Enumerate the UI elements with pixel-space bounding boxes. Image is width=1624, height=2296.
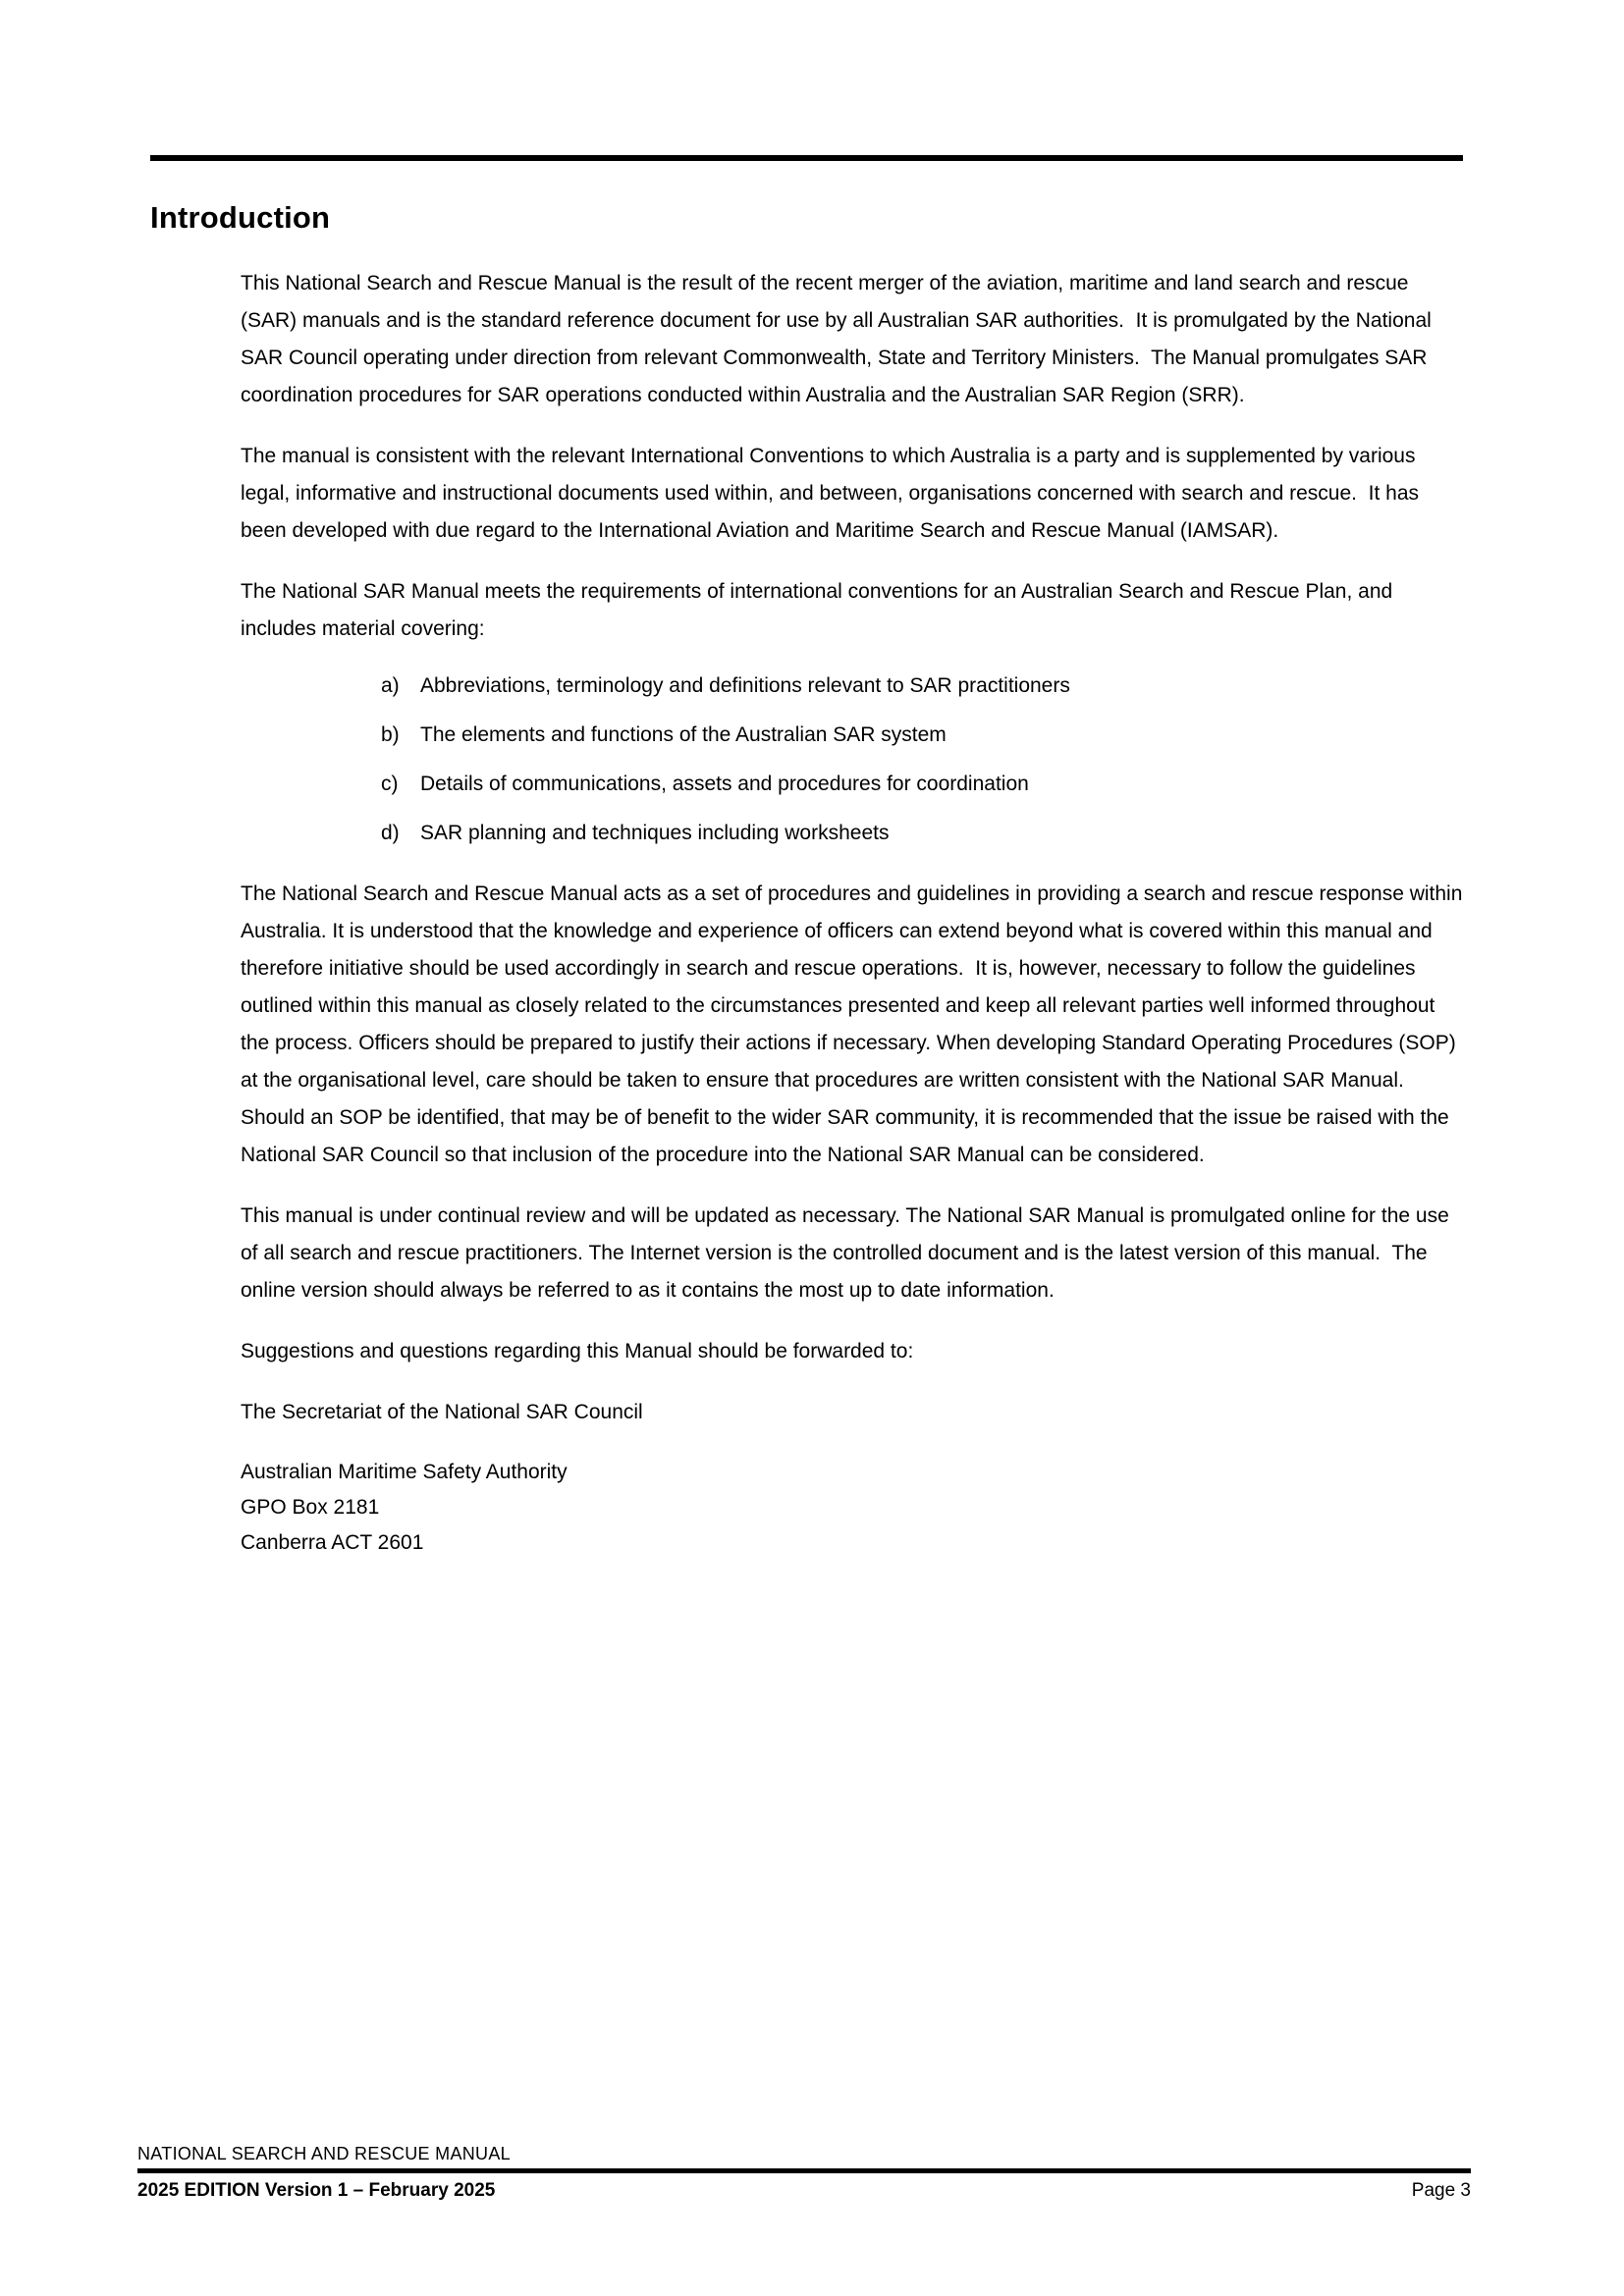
list-item-text: Details of communications, assets and procedures for coordination xyxy=(420,773,1029,795)
list-marker: b) xyxy=(381,723,400,746)
body-text xyxy=(241,265,1468,1561)
paragraph-requirements: The National SAR Manual meets the requirements of international conventions for an Australian Search and Rescue Plan, and includes material covering: xyxy=(241,580,1399,640)
footer-page-number: Page 3 xyxy=(1411,2180,1471,2201)
list-marker: d) xyxy=(381,822,400,844)
list-marker: c) xyxy=(381,773,399,795)
paragraph-secretariat: The Secretariat of the National SAR Council xyxy=(241,1401,643,1423)
footer-row xyxy=(137,2180,1471,2202)
covered-material-list xyxy=(241,667,1464,852)
postal-address xyxy=(241,1455,1464,1561)
paragraph-suggestions: Suggestions and questions regarding this Manual should be forwarded to: xyxy=(241,1340,914,1362)
list-item xyxy=(241,717,1464,754)
footer-manual-title: NATIONAL SEARCH AND RESCUE MANUAL xyxy=(137,2144,511,2163)
paragraph-conventions: The manual is consistent with the relevant International Conventions to which Australia is a party and is supplemented by various legal, informative and instructional documents used within, and between, organisations concerned with search and rescue. It has been developed with due regard to the International Aviation and Maritime Search and Rescue Manual (IAMSAR). xyxy=(241,445,1425,542)
page-footer xyxy=(137,2144,1471,2202)
list-item-text: The elements and functions of the Australian SAR system xyxy=(420,723,947,746)
address-line-box: GPO Box 2181 xyxy=(241,1496,380,1519)
list-item-text: Abbreviations, terminology and definitions relevant to SAR practitioners xyxy=(420,674,1070,697)
paragraph-intro: This National Search and Rescue Manual is the result of the recent merger of the aviation, maritime and land search and rescue (SAR) manuals and is the standard reference document for use by all Australian SAR authorities. It is promulgated by the National SAR Council operating under direction from relevant Commonwealth, State and Territory Ministers. The Manual promulgates SAR coordination procedures for SAR operations conducted within Australia and the Australian SAR Region (SRR). xyxy=(241,272,1437,406)
list-item xyxy=(241,815,1464,852)
list-item xyxy=(241,667,1464,705)
paragraph-guidelines: The National Search and Rescue Manual acts as a set of procedures and guidelines in providing a search and rescue response within Australia. It is understood that the knowledge and experience of officers can extend beyond what is covered within this manual and therefore initiative should be used accordingly in search and rescue operations. It is, however, necessary to follow the guidelines outlined within this manual as closely related to the circumstances presented and keep all relevant parties well informed throughout the process. Officers should be prepared to justify their actions if necessary. When developing Standard Operating Procedures (SOP) at the organisational level, care should be taken to ensure that procedures are written consistent with the National SAR Manual. Should an SOP be identified, that may be of benefit to the wider SAR community, it is recommended that the issue be raised with the National SAR Council so that inclusion of the procedure into the National SAR Manual can be considered. xyxy=(241,882,1468,1166)
footer-edition-label: 2025 EDITION Version 1 – February 2025 xyxy=(137,2180,496,2201)
address-line-authority: Australian Maritime Safety Authority xyxy=(241,1461,568,1483)
paragraph-review: This manual is under continual review and will be updated as necessary. The National SAR Manual is promulgated online for the use of all search and rescue practitioners. The Internet version is the controlled document and is the latest version of this manual. The online version should always be referred to as it contains the most up to date information. xyxy=(241,1204,1455,1302)
list-item-text: SAR planning and techniques including worksheets xyxy=(420,822,890,844)
address-line-city: Canberra ACT 2601 xyxy=(241,1531,424,1554)
page-title: Introduction xyxy=(150,200,331,235)
list-item xyxy=(241,766,1464,803)
list-marker: a) xyxy=(381,674,400,697)
header-rule xyxy=(150,155,1463,161)
footer-rule xyxy=(137,2168,1471,2173)
